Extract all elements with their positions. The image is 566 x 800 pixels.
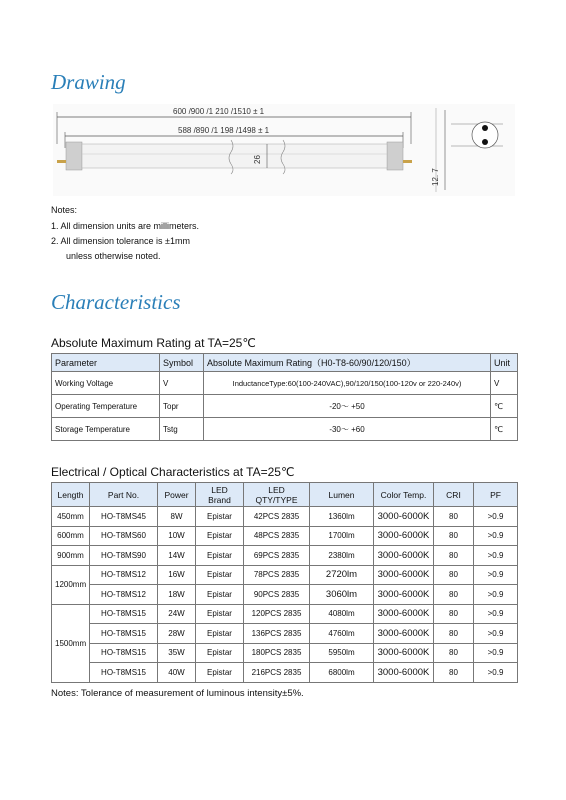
eo-led-brand: Epistar <box>196 663 244 683</box>
table-row <box>52 604 518 624</box>
table-row <box>52 624 518 644</box>
tube-dimension-label: 588 /890 /1 198 /1498 ± 1 <box>178 126 270 135</box>
eo-header-led-brand: LED Brand <box>196 483 244 507</box>
eo-part-no: HO-T8MS15 <box>90 663 158 683</box>
eo-header-cri: CRI <box>434 483 474 507</box>
table-row <box>52 546 518 566</box>
eo-part-no: HO-T8MS12 <box>90 565 158 585</box>
eo-header-lumen: Lumen <box>310 483 374 507</box>
abs-unit: ℃ <box>491 418 518 441</box>
eo-part-no: HO-T8MS15 <box>90 624 158 644</box>
eo-led-brand: Epistar <box>196 565 244 585</box>
eo-led-brand: Epistar <box>196 585 244 605</box>
abs-param: Operating Temperature <box>52 395 160 418</box>
table-row <box>52 395 518 418</box>
eo-pf: >0.9 <box>474 565 518 585</box>
eo-cri: 80 <box>434 507 474 527</box>
abs-symbol: Tstg <box>160 418 204 441</box>
abs-unit: ℃ <box>491 395 518 418</box>
eo-color-temp: 3000-6000K <box>374 565 434 585</box>
eo-pf: >0.9 <box>474 546 518 566</box>
eo-led-brand: Epistar <box>196 643 244 663</box>
eo-cri: 80 <box>434 604 474 624</box>
side-dimension-label: 12. 7 <box>431 168 440 186</box>
eo-led-brand: Epistar <box>196 526 244 546</box>
footnote: Notes: Tolerance of measurement of luminous intensity±5%. <box>51 688 304 699</box>
eo-led-qty: 90PCS 2835 <box>244 585 310 605</box>
eo-part-no: HO-T8MS15 <box>90 604 158 624</box>
abs-symbol: Topr <box>160 395 204 418</box>
eo-heading: Electrical / Optical Characteristics at TA=25℃ <box>51 465 295 479</box>
eo-cri: 80 <box>434 624 474 644</box>
overall-dimension-label: 600 /900 /1 210 /1510 ± 1 <box>173 107 265 116</box>
eo-length: 1200mm <box>52 565 90 604</box>
eo-header-length: Length <box>52 483 90 507</box>
abs-max-heading: Absolute Maximum Rating at TA=25℃ <box>51 336 256 350</box>
eo-table <box>51 482 518 683</box>
eo-color-temp: 3000-6000K <box>374 546 434 566</box>
eo-lumen: 1360lm <box>310 507 374 527</box>
eo-lumen: 4760lm <box>310 624 374 644</box>
abs-param: Working Voltage <box>52 372 160 395</box>
eo-pf: >0.9 <box>474 585 518 605</box>
eo-lumen: 4080lm <box>310 604 374 624</box>
note-2: 2. All dimension tolerance is ±1mm <box>51 236 190 246</box>
eo-part-no: HO-T8MS45 <box>90 507 158 527</box>
table-row <box>52 507 518 527</box>
pin-dot-top <box>482 125 488 131</box>
eo-led-qty: 48PCS 2835 <box>244 526 310 546</box>
drawing-title: Drawing <box>51 70 126 94</box>
table-row <box>52 663 518 683</box>
table-row <box>52 565 518 585</box>
eo-led-qty: 42PCS 2835 <box>244 507 310 527</box>
eo-led-qty: 78PCS 2835 <box>244 565 310 585</box>
eo-header-color-temp: Color Temp. <box>374 483 434 507</box>
eo-power: 8W <box>158 507 196 527</box>
eo-lumen: 3060lm <box>310 585 374 605</box>
eo-led-brand: Epistar <box>196 546 244 566</box>
notes-title: Notes: <box>51 205 78 215</box>
eo-color-temp: 3000-6000K <box>374 624 434 644</box>
eo-power: 40W <box>158 663 196 683</box>
eo-led-qty: 216PCS 2835 <box>244 663 310 683</box>
tube-drawing-svg <box>53 104 515 196</box>
eo-power: 14W <box>158 546 196 566</box>
eo-color-temp: 3000-6000K <box>374 604 434 624</box>
eo-pf: >0.9 <box>474 507 518 527</box>
eo-color-temp: 3000-6000K <box>374 643 434 663</box>
eo-color-temp: 3000-6000K <box>374 663 434 683</box>
abs-param: Storage Temperature <box>52 418 160 441</box>
pin-left <box>57 160 66 163</box>
eo-led-qty: 69PCS 2835 <box>244 546 310 566</box>
eo-color-temp: 3000-6000K <box>374 585 434 605</box>
eo-cri: 80 <box>434 546 474 566</box>
eo-power: 16W <box>158 565 196 585</box>
table-row <box>52 372 518 395</box>
eo-cri: 80 <box>434 643 474 663</box>
note-2-continued: unless otherwise noted. <box>66 251 161 261</box>
eo-power: 28W <box>158 624 196 644</box>
height-dimension-label: 26 <box>253 155 262 164</box>
eo-pf: >0.9 <box>474 643 518 663</box>
eo-header-led-qty: LED QTY/TYPE <box>244 483 310 507</box>
eo-lumen: 6800lm <box>310 663 374 683</box>
eo-cri: 80 <box>434 663 474 683</box>
eo-lumen: 2380lm <box>310 546 374 566</box>
abs-header-symbol: Symbol <box>160 354 204 372</box>
eo-power: 10W <box>158 526 196 546</box>
eo-part-no: HO-T8MS90 <box>90 546 158 566</box>
abs-header-parameter: Parameter <box>52 354 160 372</box>
eo-length: 1500mm <box>52 604 90 682</box>
abs-header-row <box>52 354 518 372</box>
eo-power: 24W <box>158 604 196 624</box>
eo-led-qty: 180PCS 2835 <box>244 643 310 663</box>
note-1: 1. All dimension units are millimeters. <box>51 221 200 231</box>
abs-max-table <box>51 353 518 441</box>
eo-header-row <box>52 483 518 507</box>
eo-length: 900mm <box>52 546 90 566</box>
eo-cri: 80 <box>434 565 474 585</box>
abs-rating: -20～ +50 <box>204 395 491 418</box>
eo-led-brand: Epistar <box>196 604 244 624</box>
table-row <box>52 585 518 605</box>
eo-header-pf: PF <box>474 483 518 507</box>
eo-header-power: Power <box>158 483 196 507</box>
eo-power: 35W <box>158 643 196 663</box>
table-row <box>52 418 518 441</box>
eo-color-temp: 3000-6000K <box>374 507 434 527</box>
abs-unit: V <box>491 372 518 395</box>
pin-right <box>403 160 412 163</box>
eo-led-brand: Epistar <box>196 507 244 527</box>
eo-part-no: HO-T8MS12 <box>90 585 158 605</box>
abs-symbol: V <box>160 372 204 395</box>
eo-pf: >0.9 <box>474 526 518 546</box>
tube-drawing <box>53 104 515 196</box>
eo-led-qty: 136PCS 2835 <box>244 624 310 644</box>
eo-color-temp: 3000-6000K <box>374 526 434 546</box>
eo-pf: >0.9 <box>474 624 518 644</box>
abs-rating: InductanceType:60(100-240VAC),90/120/150(100-120v or 220-240v) <box>204 372 491 395</box>
eo-part-no: HO-T8MS60 <box>90 526 158 546</box>
eo-lumen: 2720lm <box>310 565 374 585</box>
eo-length: 450mm <box>52 507 90 527</box>
eo-lumen: 1700lm <box>310 526 374 546</box>
tube-body <box>82 144 387 168</box>
eo-lumen: 5950lm <box>310 643 374 663</box>
abs-header-unit: Unit <box>491 354 518 372</box>
eo-pf: >0.9 <box>474 663 518 683</box>
pin-dot-bottom <box>482 139 488 145</box>
end-cap-left <box>66 142 82 170</box>
eo-led-qty: 120PCS 2835 <box>244 604 310 624</box>
eo-cri: 80 <box>434 585 474 605</box>
abs-rating: -30～ +60 <box>204 418 491 441</box>
eo-cri: 80 <box>434 526 474 546</box>
characteristics-title: Characteristics <box>51 290 181 314</box>
eo-power: 18W <box>158 585 196 605</box>
table-row <box>52 526 518 546</box>
eo-length: 600mm <box>52 526 90 546</box>
eo-led-brand: Epistar <box>196 624 244 644</box>
eo-pf: >0.9 <box>474 604 518 624</box>
end-cap-right <box>387 142 403 170</box>
table-row <box>52 643 518 663</box>
eo-part-no: HO-T8MS15 <box>90 643 158 663</box>
abs-header-rating: Absolute Maximum Rating（H0-T8-60/90/120/150） <box>204 354 491 372</box>
eo-header-part-no: Part No. <box>90 483 158 507</box>
